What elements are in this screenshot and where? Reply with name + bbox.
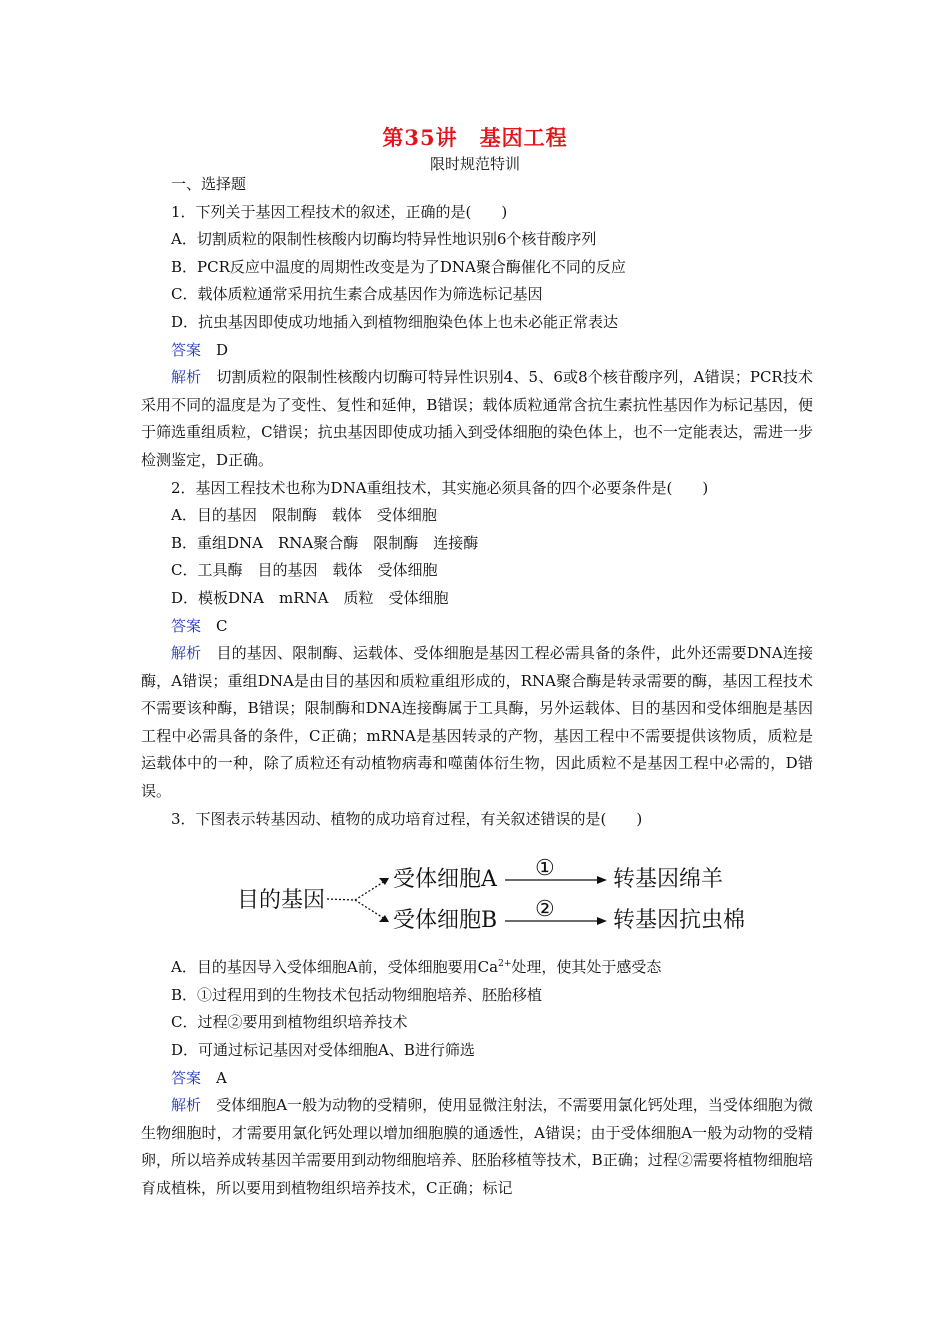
q1-answer xyxy=(141,337,813,365)
q3-answer xyxy=(141,1065,813,1093)
q1-analysis xyxy=(141,364,813,474)
q3-option-d: D．可通过标记基因对受体细胞A、B进行筛选 xyxy=(171,1041,475,1060)
analysis-text: 目的基因、限制酶、运载体、受体细胞是基因工程必需具备的条件，此外还需要DNA连接酶，A错误；重组DNA是由目的基因和质粒重组形成的，RNA聚合酶是转录需要的酶，基因工程技术不需要该种酶，B错误；限制酶和DNA连接酶属于工具酶，另外运载体、目的基因和受体细胞是基因工程中必需具备的条件，C正确；mRNA是基因转录的产物，基因工程中不需要提供该物质，质粒是运载体中的一种，除了质粒还有动植物病毒和噬菌体衍生物，因此质粒不是基因工程中必需的，D错误。 xyxy=(141,644,813,801)
analysis-text: 切割质粒的限制性核酸内切酶可特异性识别4、5、6或8个核苷酸序列，A错误；PCR技术采用不同的温度是为了变性、复性和延伸，B错误；载体质粒通常含抗生素抗性基因作为标记基因，便于筛选重组质粒，C错误；抗虫基因即使成功插入到受体细胞的染色体上，也不一定能表达，需进一步检测鉴定，D正确。 xyxy=(141,368,813,469)
analysis-text: 受体细胞A一般为动物的受精卵，使用显微注射法，不需要用氯化钙处理，当受体细胞为微生物细胞时，才需要用氯化钙处理以增加细胞膜的通透性，A错误；由于受体细胞A一般为动物的受精卵，所以培养成转基因羊需要用到动物细胞培养、胚胎移植等技术，B正确；过程②需要将植物细胞培育成植株，所以要用到植物组织培养技术，C正确；标记 xyxy=(141,1096,813,1197)
analysis-label: 解析 xyxy=(171,644,202,663)
fig-product-a: 转基因绵羊 xyxy=(613,867,724,893)
section-heading: 一、选择题 xyxy=(171,175,247,193)
q2-option-a: A．目的基因 限制酶 载体 受体细胞 xyxy=(171,506,437,525)
q3-figure xyxy=(229,833,759,951)
answer-value: A xyxy=(216,1068,227,1087)
fig-cell-a: 受体细胞A xyxy=(393,867,497,893)
answer-value: C xyxy=(216,616,228,635)
q1-option-a: A．切割质粒的限制性核酸内切酶均特异性地识别6个核苷酸序列 xyxy=(171,230,597,249)
answer-label: 答案 xyxy=(171,340,202,359)
q3-option-b: B．①过程用到的生物技术包括动物细胞培养、胚胎移植 xyxy=(171,985,543,1004)
arrowhead-down xyxy=(379,915,389,922)
fig-product-b: 转基因抗虫棉 xyxy=(613,908,746,934)
q2-analysis xyxy=(141,640,813,806)
q2-option-d: D．模板DNA mRNA 质粒 受体细胞 xyxy=(171,588,449,607)
arrowhead-up xyxy=(379,878,389,885)
q1-stem: 1．下列关于基因工程技术的叙述，正确的是( ) xyxy=(171,202,508,221)
q1-option-b: B．PCR反应中温度的周期性改变是为了DNA聚合酶催化不同的反应 xyxy=(171,257,626,276)
q3-analysis xyxy=(141,1092,813,1202)
q2-option-c: C．工具酶 目的基因 载体 受体细胞 xyxy=(171,561,438,580)
q3-stem: 3．下图表示转基因动、植物的成功培育过程，有关叙述错误的是( ) xyxy=(171,809,643,828)
fig-step2: ② xyxy=(535,897,555,923)
fig-source: 目的基因 xyxy=(237,888,326,914)
q2-answer xyxy=(141,613,813,641)
page-title: 第35讲 基因工程 xyxy=(382,125,568,150)
q3-option-a: A．目的基因导入受体细胞A前，受体细胞要用$Ca^{2+}$处理，使其处于感受态 xyxy=(171,958,662,977)
dotted-branch-down xyxy=(355,900,385,919)
page-subtitle: 限时规范特训 xyxy=(429,155,520,173)
analysis-label: 解析 xyxy=(171,368,202,387)
transgenic-flow-diagram xyxy=(229,833,759,951)
exercise-content xyxy=(141,171,813,1203)
answer-label: 答案 xyxy=(171,616,202,635)
dotted-branch-up xyxy=(355,881,385,900)
arrowhead-step2 xyxy=(597,917,607,925)
answer-value: D xyxy=(216,340,229,359)
q1-option-d: D．抗虫基因即使成功地插入到植物细胞染色体上也未必能正常表达 xyxy=(171,312,619,331)
fig-step1: ① xyxy=(535,856,555,882)
arrowhead-step1 xyxy=(597,876,607,884)
q2-option-b: B．重组DNA RNA聚合酶 限制酶 连接酶 xyxy=(171,533,479,552)
q3-option-c: C．过程②要用到植物组织培养技术 xyxy=(171,1013,408,1032)
fig-cell-b: 受体细胞B xyxy=(393,908,498,934)
q2-stem: 2．基因工程技术也称为DNA重组技术，其实施必须具备的四个必要条件是( ) xyxy=(171,478,709,497)
answer-label: 答案 xyxy=(171,1068,202,1087)
q1-option-c: C．载体质粒通常采用抗生素合成基因作为筛选标记基因 xyxy=(171,285,543,304)
analysis-label: 解析 xyxy=(171,1096,202,1115)
dotted-stem xyxy=(327,899,355,900)
